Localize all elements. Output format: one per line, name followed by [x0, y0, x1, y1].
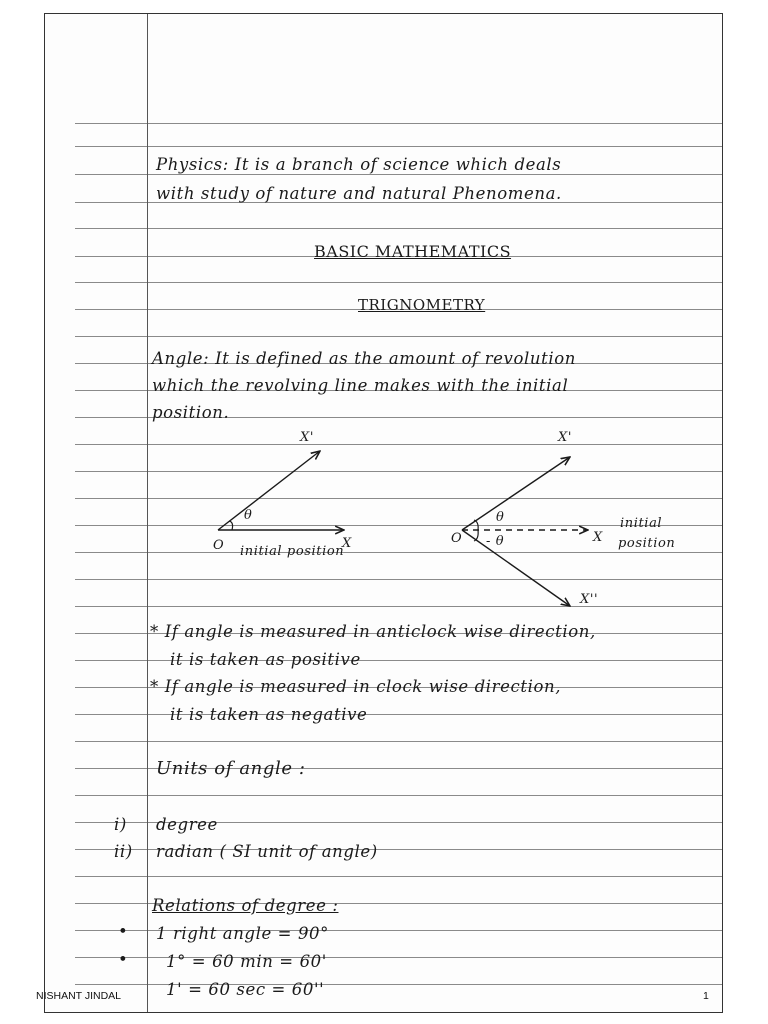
unit-degree: degree — [156, 815, 218, 834]
unit-ii-marker: ii) — [114, 842, 133, 861]
unit-i-marker: i) — [114, 815, 127, 834]
note-clockwise-line2: it is taken as negative — [170, 705, 368, 724]
note-clockwise-line1: * If angle is measured in clock wise direction, — [150, 677, 562, 696]
left-origin-label: O — [213, 538, 225, 553]
page-number: 1 — [703, 990, 709, 1002]
heading-basic-mathematics: BASIC MATHEMATICS — [314, 242, 512, 261]
note-anticlockwise-line1: * If angle is measured in anticlock wise direction, — [150, 622, 596, 641]
right-xdouble-label: X'' — [580, 592, 599, 607]
right-xprime-label: X' — [558, 430, 573, 445]
relation-right-angle: 1 right angle = 90° — [156, 924, 329, 943]
angle-definition-line2: which the revolving line makes with the initial — [152, 376, 569, 395]
author-name: NISHANT JINDAL — [36, 990, 121, 1002]
relation-degree-min: 1° = 60 min = 60' — [166, 952, 327, 971]
bullet: • — [118, 950, 129, 969]
angle-definition-line3: position. — [152, 403, 230, 422]
left-theta-label: θ — [244, 508, 253, 523]
units-heading: Units of angle : — [156, 758, 306, 779]
angle-definition-line1: Angle: It is defined as the amount of revolution — [152, 349, 576, 368]
angle-arc — [229, 521, 233, 530]
left-xprime-label: X' — [300, 430, 315, 445]
left-x-label: X — [342, 536, 352, 551]
relations-heading: Relations of degree : — [152, 896, 339, 915]
clockwise-arm — [462, 530, 570, 606]
right-x-label: X — [593, 530, 603, 545]
right-caption-position: position — [618, 536, 676, 551]
revolving-arm — [218, 451, 320, 530]
left-angle-figure — [218, 451, 344, 530]
right-caption-initial: initial — [620, 516, 663, 531]
bullet: • — [118, 922, 129, 941]
note-anticlockwise-line2: it is taken as positive — [170, 650, 361, 669]
right-theta-label: θ — [496, 510, 505, 525]
left-caption: initial position — [240, 544, 345, 559]
right-neg-theta-label: - θ — [486, 534, 505, 549]
heading-trignometry: TRIGNOMETRY — [358, 296, 486, 314]
physics-definition-line2: with study of nature and natural Phenomena. — [156, 184, 562, 203]
anticlockwise-arm — [462, 457, 570, 530]
physics-definition-line1: Physics: It is a branch of science which deals — [156, 155, 562, 174]
right-angle-figure — [462, 457, 588, 606]
relation-min-sec: 1' = 60 sec = 60'' — [166, 980, 325, 999]
right-origin-label: O — [451, 531, 463, 546]
unit-radian: radian ( SI unit of angle) — [156, 842, 378, 861]
